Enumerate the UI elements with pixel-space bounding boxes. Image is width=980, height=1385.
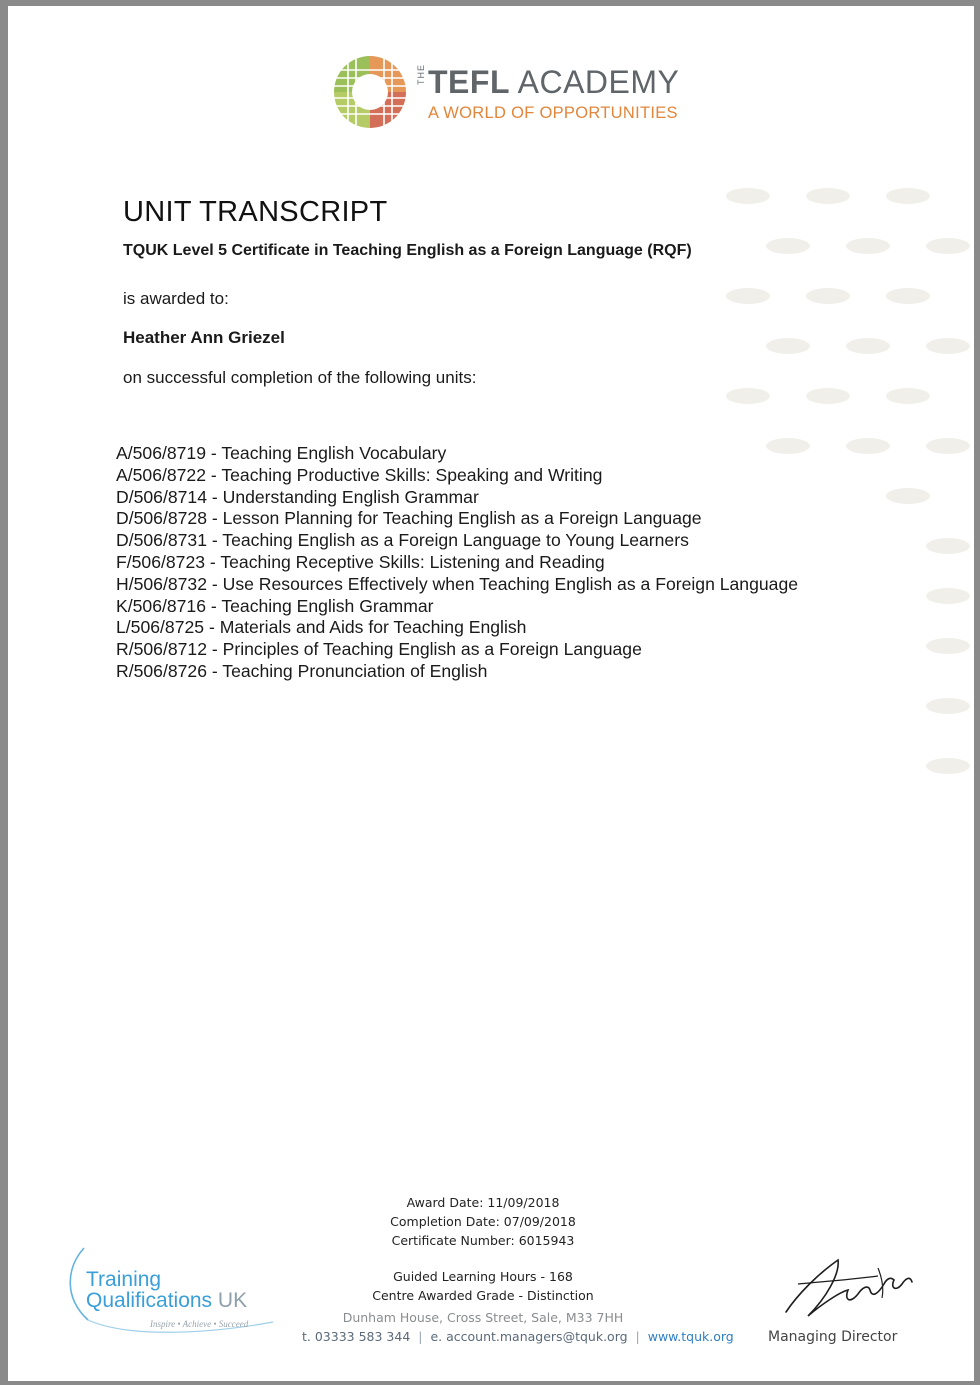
- unit-item: D/506/8728 - Lesson Planning for Teaching English as a Foreign Language: [116, 508, 702, 529]
- award-details-gap: [308, 1250, 658, 1267]
- unit-item: H/506/8732 - Use Resources Effectively when Teaching English as a Foreign Language: [116, 573, 799, 594]
- certificate-page: [8, 6, 974, 1381]
- completion-intro: on successful completion of the following units:: [123, 368, 477, 387]
- unit-item: D/506/8714 - Understanding English Grammar: [116, 486, 479, 507]
- unit-item: R/506/8726 - Teaching Pronunciation of English: [116, 660, 488, 681]
- learner-name: Heather Ann Griezel: [123, 328, 285, 347]
- unit-item: F/506/8723 - Teaching Receptive Skills: Listening and Reading: [116, 551, 605, 572]
- tquk-uk: UK: [217, 1289, 248, 1312]
- managing-director-signature: [778, 1254, 928, 1324]
- tquk-line1: Training: [86, 1268, 162, 1291]
- unit-item: L/506/8725 - Materials and Aids for Teaching English: [116, 617, 527, 638]
- footer-phone: t. 03333 583 344: [302, 1329, 411, 1344]
- logo-the-text: THE: [416, 64, 426, 85]
- footer-website-link[interactable]: www.tquk.org: [647, 1329, 734, 1344]
- footer-contact: [302, 1329, 742, 1344]
- footer-separator: |: [635, 1329, 640, 1344]
- awarded-to-label: is awarded to:: [123, 289, 229, 308]
- completion-date: Completion Date: 07/09/2018: [390, 1214, 576, 1229]
- tefl-globe-icon: [328, 50, 412, 134]
- tefl-academy-logo: [328, 50, 688, 140]
- unit-item: K/506/8716 - Teaching English Grammar: [116, 595, 434, 616]
- logo-title-bold: TEFL: [428, 64, 510, 100]
- tquk-logo: [58, 1238, 288, 1338]
- certificate-number: Certificate Number: 6015943: [391, 1233, 575, 1248]
- unit-item: D/506/8731 - Teaching English as a Foreign Language to Young Learners: [116, 530, 689, 551]
- logo-title: [428, 64, 679, 101]
- footer-separator: |: [418, 1329, 423, 1344]
- unit-item: R/506/8712 - Principles of Teaching English as a Foreign Language: [116, 639, 642, 660]
- unit-item: A/506/8722 - Teaching Productive Skills: Speaking and Writing: [116, 464, 603, 485]
- tquk-qualifications: Qualifications: [86, 1289, 213, 1312]
- document-title: UNIT TRANSCRIPT: [123, 196, 388, 228]
- guided-learning-hours: Guided Learning Hours - 168: [393, 1269, 573, 1284]
- award-details: [308, 1193, 658, 1305]
- footer-address: Dunham House, Cross Street, Sale, M33 7HH: [342, 1310, 624, 1325]
- qualification-name: TQUK Level 5 Certificate in Teaching English as a Foreign Language (RQF): [123, 242, 692, 259]
- tquk-line2: [86, 1289, 247, 1313]
- award-date: Award Date: 11/09/2018: [406, 1195, 560, 1210]
- footer-email[interactable]: e. account.managers@tquk.org: [430, 1329, 628, 1344]
- unit-item: A/506/8719 - Teaching English Vocabulary: [116, 443, 447, 463]
- logo-tagline: A WORLD OF OPPORTUNITIES: [428, 104, 678, 122]
- tquk-tagline: Inspire • Achieve • Succeed: [150, 1319, 249, 1329]
- signatory-title: Managing Director: [768, 1329, 898, 1345]
- unit-list: [116, 443, 798, 683]
- logo-title-rest: ACADEMY: [517, 64, 680, 100]
- centre-awarded-grade: Centre Awarded Grade - Distinction: [372, 1288, 594, 1303]
